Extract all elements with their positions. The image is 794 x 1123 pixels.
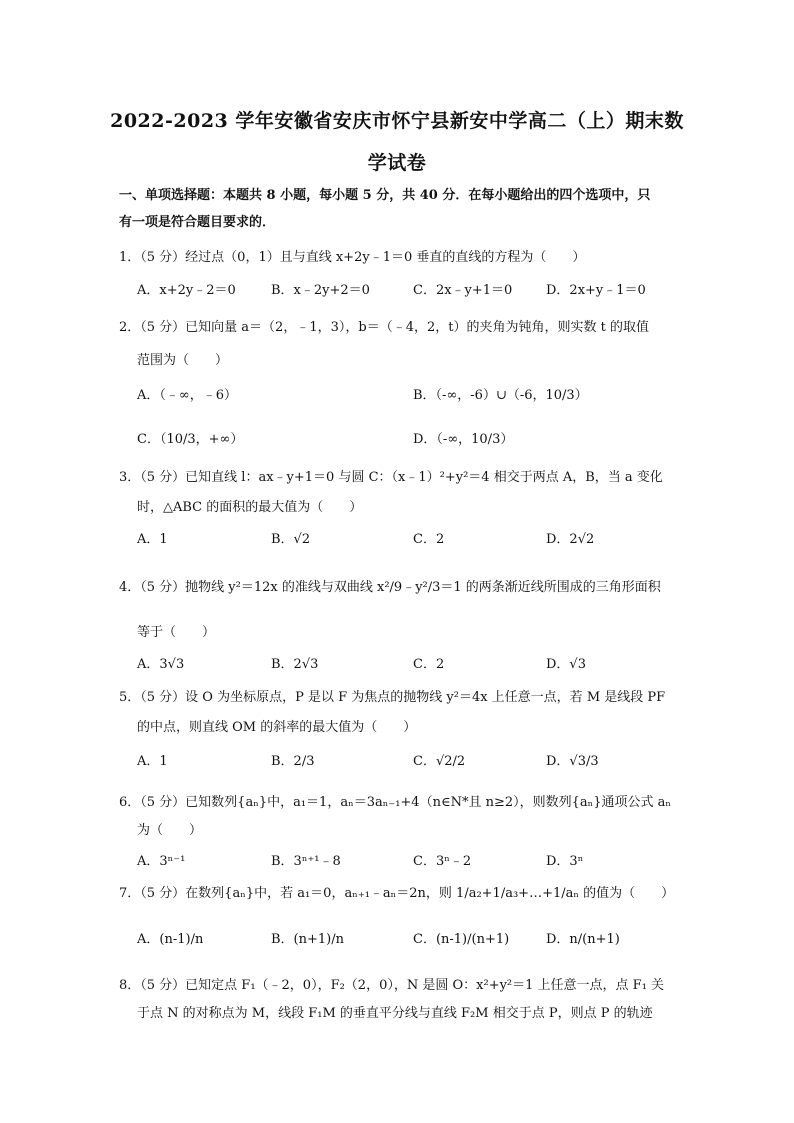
- question-2-stem: 2．（5 分）已知向量 a＝（2，﹣1，3），b＝（﹣4，2，t）的夹角为钝角，则实数 t 的取值: [119, 320, 649, 335]
- question-2-option-c: C．（10/3，+∞）: [137, 432, 244, 447]
- question-2-option-d: D．（-∞，10/3）: [413, 432, 514, 447]
- section-heading-line1: 一、单项选择题：本题共 8 小题，每小题 5 分，共 40 分．在每小题给出的四个选项中，只: [119, 188, 651, 203]
- question-8-stem: 8．（5 分）已知定点 F₁（﹣2，0），F₂（2，0），N 是圆 O：x²+y²＝1 上任意一点，点 F₁ 关: [119, 978, 665, 993]
- question-7-option-a: A．(n-1)/n: [137, 932, 204, 947]
- question-6-option-b: B．3ⁿ⁺¹﹣8: [271, 854, 341, 869]
- question-7-stem: 7．（5 分）在数列{aₙ}中，若 a₁＝0，aₙ₊₁﹣aₙ＝2n，则 1/a₂+1/a₃+…+1/aₙ 的值为（ ）: [119, 886, 675, 901]
- question-4-option-d: D．√3: [546, 657, 586, 672]
- question-8-stem-cont: 于点 N 的对称点为 M，线段 F₁M 的垂直平分线与直线 F₂M 相交于点 P，则点 P 的轨迹: [137, 1006, 653, 1021]
- question-5-option-d: D．√3/3: [546, 754, 599, 769]
- question-3-option-b: B．√2: [271, 532, 311, 547]
- question-5-option-c: C．√2/2: [413, 754, 466, 769]
- question-6-option-d: D．3ⁿ: [546, 854, 584, 869]
- question-7-option-d: D．n/(n+1): [546, 932, 620, 947]
- question-1-option-b: B．x﹣2y+2＝0: [271, 283, 370, 298]
- question-1-option-d: D．2x+y﹣1＝0: [546, 283, 646, 298]
- question-4-stem: 4．（5 分）抛物线 y²＝12x 的准线与双曲线 x²/9﹣y²/3＝1 的两条渐近线所围成的三角形面积: [119, 580, 661, 595]
- question-2-option-b: B．（-∞，-6）∪（-6，10/3）: [413, 388, 588, 403]
- question-3-option-c: C．2: [413, 532, 445, 547]
- question-1-option-c: C．2x﹣y+1＝0: [413, 283, 513, 298]
- question-5-stem: 5．（5 分）设 O 为坐标原点，P 是以 F 为焦点的抛物线 y²＝4x 上任意一点，若 M 是线段 PF: [119, 690, 666, 705]
- question-6-stem-cont: 为（ ）: [137, 823, 203, 838]
- question-5-option-b: B．2/3: [271, 754, 315, 769]
- question-6-option-c: C．3ⁿ﹣2: [413, 854, 472, 869]
- question-2-option-a: A．（﹣∞，﹣6）: [137, 388, 237, 403]
- question-3-stem-cont: 时，△ABC 的面积的最大值为（ ）: [137, 500, 363, 515]
- question-4-option-a: A．3√3: [137, 657, 185, 672]
- question-1-stem: 1．（5 分）经过点（0，1）且与直线 x+2y﹣1＝0 垂直的直线的方程为（ ）: [119, 250, 586, 265]
- question-7-option-b: B．(n+1)/n: [271, 932, 344, 947]
- question-6-option-a: A．3ⁿ⁻¹: [137, 854, 186, 869]
- exam-title-line2: 学试卷: [367, 152, 427, 174]
- question-5-stem-cont: 的中点，则直线 OM 的斜率的最大值为（ ）: [137, 720, 417, 735]
- question-4-option-b: B．2√3: [271, 657, 319, 672]
- question-4-stem-cont: 等于（ ）: [137, 625, 216, 640]
- section-heading-line2: 有一项是符合题目要求的．: [119, 215, 276, 230]
- question-3-stem: 3．（5 分）已知直线 l：ax﹣y+1＝0 与圆 C：（x﹣1）²+y²＝4 相交于两点 A，B，当 a 变化: [119, 470, 663, 485]
- question-6-stem: 6．（5 分）已知数列{aₙ}中，a₁＝1，aₙ＝3aₙ₋₁+4（n∈N*且 n≥2），则数列{aₙ}通项公式 aₙ: [119, 795, 672, 810]
- exam-title-line1: 2022-2023 学年安徽省安庆市怀宁县新安中学高二（上）期末数: [110, 110, 684, 132]
- question-2-stem-cont: 范围为（ ）: [137, 353, 229, 368]
- question-7-option-c: C．(n-1)/(n+1): [413, 932, 510, 947]
- question-3-option-a: A．1: [137, 532, 168, 547]
- question-3-option-d: D．2√2: [546, 532, 595, 547]
- question-5-option-a: A．1: [137, 754, 168, 769]
- question-1-option-a: A．x+2y﹣2＝0: [137, 283, 236, 298]
- question-4-option-c: C．2: [413, 657, 445, 672]
